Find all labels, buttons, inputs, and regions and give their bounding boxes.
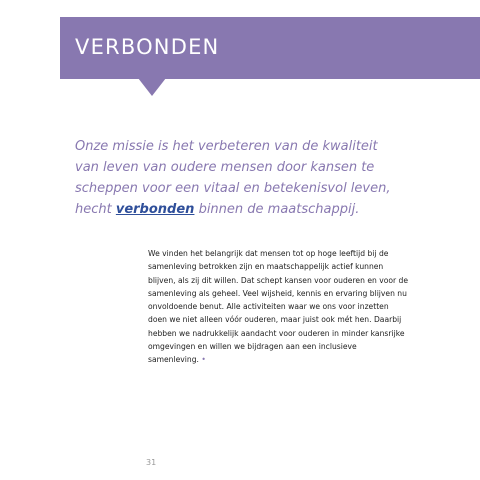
page-number: 31	[146, 458, 157, 467]
page-title: VERBONDEN	[75, 35, 220, 59]
body-paragraph-text: We vinden het belangrijk dat mensen tot op hoge leeftijd bij de samenleving betrokken zijn en maatschappelijk actief kunnen blijven, als zij dit willen. Dat schept kansen voor ouderen en voor de samenleving als geheel. Veel wijsheid, kennis en ervaring blijven nu onvoldoende benut. Alle activiteiten waar we ons voor inzetten doen we niet alleen vóór ouderen, maar juist ook mét hen. Daarbij hebben we nadrukkelijk aandacht voor ouderen in minder kansrijke omgevingen en willen we bijdragen aan een inclusieve samenleving.	[148, 249, 409, 365]
mission-text-start: Onze missie is het verbeteren van de kwaliteit van leven van oudere mensen door kansen te scheppen voor een vitaal en betekenisvol leven, hecht	[75, 139, 391, 217]
header-arrow	[138, 78, 166, 96]
end-mark: •	[201, 355, 206, 365]
mission-text-end: binnen de maatschappij.	[194, 202, 360, 217]
mission-statement	[75, 136, 405, 220]
mission-highlight: verbonden	[115, 202, 195, 217]
body-paragraph	[148, 247, 410, 367]
